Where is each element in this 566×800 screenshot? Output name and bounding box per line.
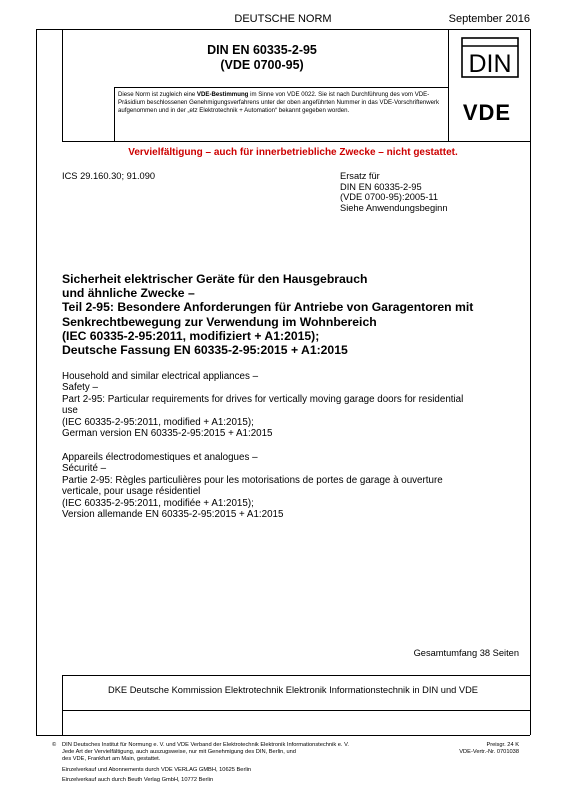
vde-logo-text: VDE — [462, 101, 512, 123]
replacement-line: DIN EN 60335-2-95 — [340, 181, 422, 192]
copyright-line: des VDE, Frankfurt am Main, gestattet. — [62, 756, 161, 762]
vde-note-bold: VDE-Bestimmung — [196, 91, 249, 98]
replacement-line: Ersatz für — [340, 171, 380, 181]
copyright-icon: © — [52, 742, 57, 748]
title-line: verticale, pour usage résidentiel — [62, 486, 201, 498]
vde-number: (VDE 0700-95) — [220, 58, 304, 72]
standard-number: DIN EN 60335-2-95 — [207, 43, 317, 57]
title-english — [62, 371, 532, 439]
replacement-line: (VDE 0700-95):2005-11 — [340, 192, 439, 203]
sales-info-vde: Einzelverkauf und Abonnements durch VDE VERLAG GMBH, 10625 Berlin — [62, 767, 252, 773]
vde-logo — [452, 101, 522, 123]
sales-info-beuth: Einzelverkauf auch durch Beuth Verlag GmbH, 10772 Berlin — [62, 777, 214, 783]
title-line: Safety – — [62, 382, 98, 394]
dke-left-divider — [62, 675, 63, 735]
title-line: Senkrechtbewegung zur Verwendung im Wohnbereich — [62, 314, 377, 329]
title-line: (IEC 60335-2-95:2011, modifiziert + A1:2015); — [62, 328, 320, 343]
dke-bottom-line — [62, 710, 530, 711]
note-left-divider — [114, 87, 115, 141]
frame-left-line — [36, 29, 37, 735]
title-line: (IEC 60335-2-95:2011, modified + A1:2015); — [62, 416, 254, 428]
din-logo-text: DIN — [468, 50, 512, 78]
vde-note — [118, 91, 446, 115]
vde-note-rest: im Sinne von VDE 0022. Sie ist nach Durchführung des vom VDE-Präsidium beschlossenen Genehmigungsverfahrens unter der oben angeführten Nummer in das VDE-Vorschriftenwerk aufgenommen und in der „etz Elektrotechnik + Automation“ bekannt gegeben worden. — [118, 91, 440, 115]
copy-warning: Vervielfältigung – auch für innerbetriebliche Zwecke – nicht gestattet. — [128, 147, 458, 158]
title-line: use — [62, 405, 78, 417]
replacement-info — [340, 171, 448, 213]
title-line: Sécurité – — [62, 463, 107, 475]
dke-statement: DKE Deutsche Kommission Elektrotechnik Elektronik Informationstechnik in DIN und VDE — [108, 685, 478, 695]
title-line: Deutsche Fassung EN 60335-2-95:2015 + A1:2015 — [62, 343, 348, 358]
title-german — [62, 272, 532, 357]
title-line: Household and similar electrical appliances – — [62, 371, 259, 382]
replacement-line: Siehe Anwendungsbeginn — [340, 202, 448, 213]
title-line: Version allemande EN 60335-2-95:2015 + A1:2015 — [62, 509, 284, 521]
ics-code: ICS 29.160.30; 91.090 — [62, 171, 156, 181]
frame-top-line — [36, 29, 530, 30]
din-logo — [461, 37, 519, 78]
title-french — [62, 452, 532, 520]
document-type: DEUTSCHE NORM — [234, 13, 332, 25]
publication-date: September 2016 — [448, 13, 530, 25]
copyright-notice — [52, 742, 422, 763]
frame-bottom-line — [36, 735, 530, 736]
standard-title — [62, 43, 462, 73]
title-line: Appareils électrodomestiques et analogues – — [62, 452, 258, 463]
price-info — [459, 742, 519, 756]
title-line: Sicherheit elektrischer Geräte für den Hausgebrauch — [62, 272, 368, 286]
title-line: Teil 2-95: Besondere Anforderungen für Antriebe von Garagentoren mit — [62, 300, 474, 315]
header-middle-line — [114, 87, 448, 88]
title-line: (IEC 60335-2-95:2011, modifiée + A1:2015); — [62, 497, 254, 509]
vde-note-start: Diese Norm ist zugleich eine — [118, 91, 197, 98]
copyright-line: DIN Deutsches Institut für Normung e. V. und VDE Verband der Elektrotechnik Elektronik Informationstechnik e. V. — [62, 742, 349, 748]
total-pages: Gesamtumfang 38 Seiten — [413, 648, 519, 658]
title-line: Part 2-95: Particular requirements for drives for vertically moving garage doors for residential — [62, 393, 464, 405]
title-line: German version EN 60335-2-95:2015 + A1:2015 — [62, 428, 273, 440]
title-line: und ähnliche Zwecke – — [62, 286, 195, 301]
dke-top-line — [62, 675, 530, 676]
price-group: Preisgr. 24 K — [486, 742, 519, 748]
header-bottom-line — [62, 141, 530, 142]
title-line: Partie 2-95: Règles particulières pour les motorisations de portes de garage à ouverture — [62, 474, 443, 486]
copyright-line: Jede Art der Vervielfältigung, auch auszugsweise, nur mit Genehmigung des DIN, Berlin, und — [62, 749, 296, 755]
order-number: VDE-Vertr.-Nr. 0701038 — [459, 749, 519, 755]
